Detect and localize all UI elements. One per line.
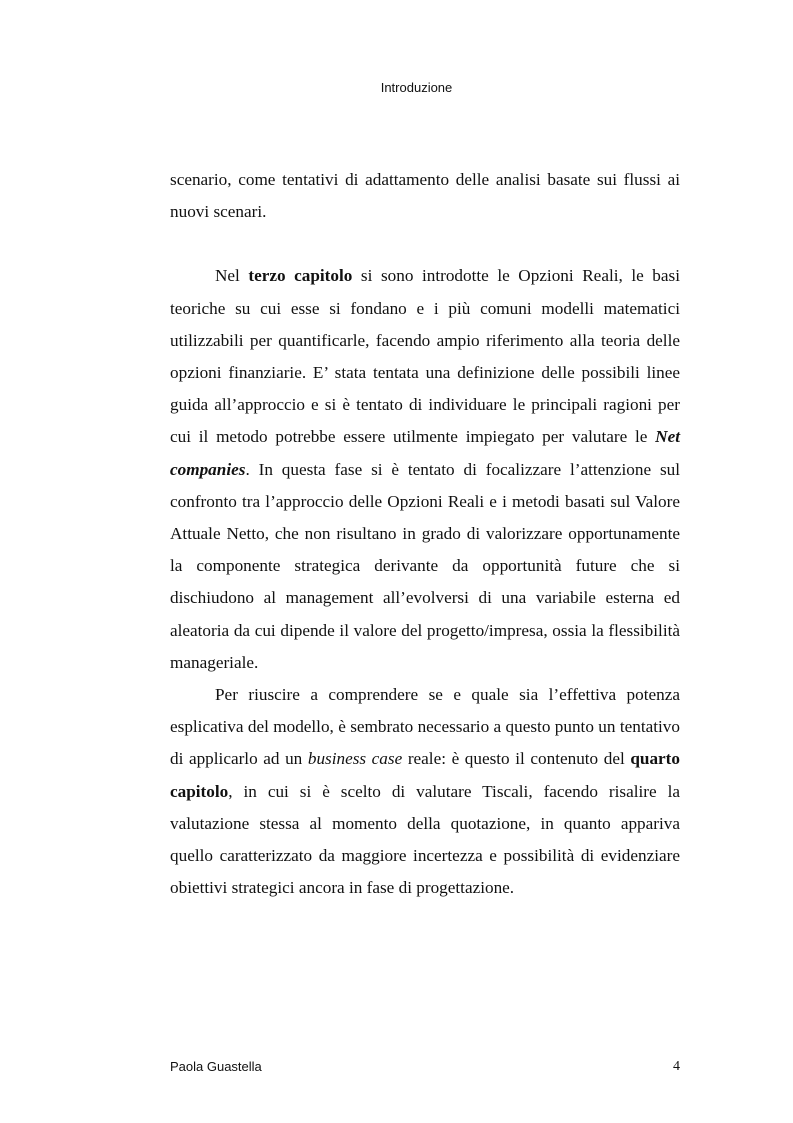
paragraph-2-text-c: . In questa fase si è tentato di focalizzare l’attenzione sul confronto tra l’approccio delle Opzioni Reali e i metodi basati sul Valore Attuale Netto, che non risultano in grado di valorizzare opportunamente la componente strategica derivante da opportunità future che si dischiudono al management all’evolversi di una variabile esterna ed aleatoria da cui dipende il valore del progetto/impresa, ossia la flessibilità manageriale. (170, 459, 680, 672)
footer-author: Paola Guastella (170, 1059, 262, 1074)
paragraph-1 (170, 164, 680, 228)
terzo-capitolo-emphasis: terzo capitolo (248, 266, 353, 286)
business-case-emphasis: business case (307, 749, 403, 769)
paragraph-2 (170, 260, 680, 679)
quarto-capitolo-emphasis: quarto capitolo (170, 749, 680, 801)
paragraph-3 (170, 679, 680, 904)
paragraph-2-text-b: si sono introdotte le Opzioni Reali, le basi teoriche su cui esse si fondano e i più comuni modelli matematici utilizzabili per quantificarle, facendo ampio riferimento alla teoria delle opzioni finanziarie. E’ stata tentata una definizione delle possibili linee guida all’approccio e si è tentato di individuare le principali ragioni per cui il metodo potrebbe essere utilmente impiegato per valutare le (170, 266, 680, 447)
paragraph-3-text-b: reale: è questo il contenuto del (402, 749, 631, 769)
paragraph-1-text: scenario, come tentativi di adattamento delle analisi basate sui flussi ai nuovi scenari. (170, 170, 680, 222)
paragraph-3-text-c: , in cui si è scelto di valutare Tiscali, facendo risalire la valutazione stessa al momento della quotazione, in quanto appariva quello caratterizzato da maggiore incertezza e possibilità di evidenziare obiettivi strategici ancora in fase di progettazione. (170, 781, 680, 898)
body-text (170, 164, 680, 904)
paragraph-3-text-a: Per riuscire a comprendere se e quale sia l’effettiva potenza esplicativa del modello, è sembrato necessario a questo punto un tentativo di applicarlo ad un (170, 685, 680, 769)
page-number: 4 (673, 1059, 680, 1074)
running-header: Introduzione (380, 80, 453, 95)
net-companies-emphasis: Net companies (170, 427, 680, 479)
paragraph-2-text-a: Nel (215, 266, 249, 286)
